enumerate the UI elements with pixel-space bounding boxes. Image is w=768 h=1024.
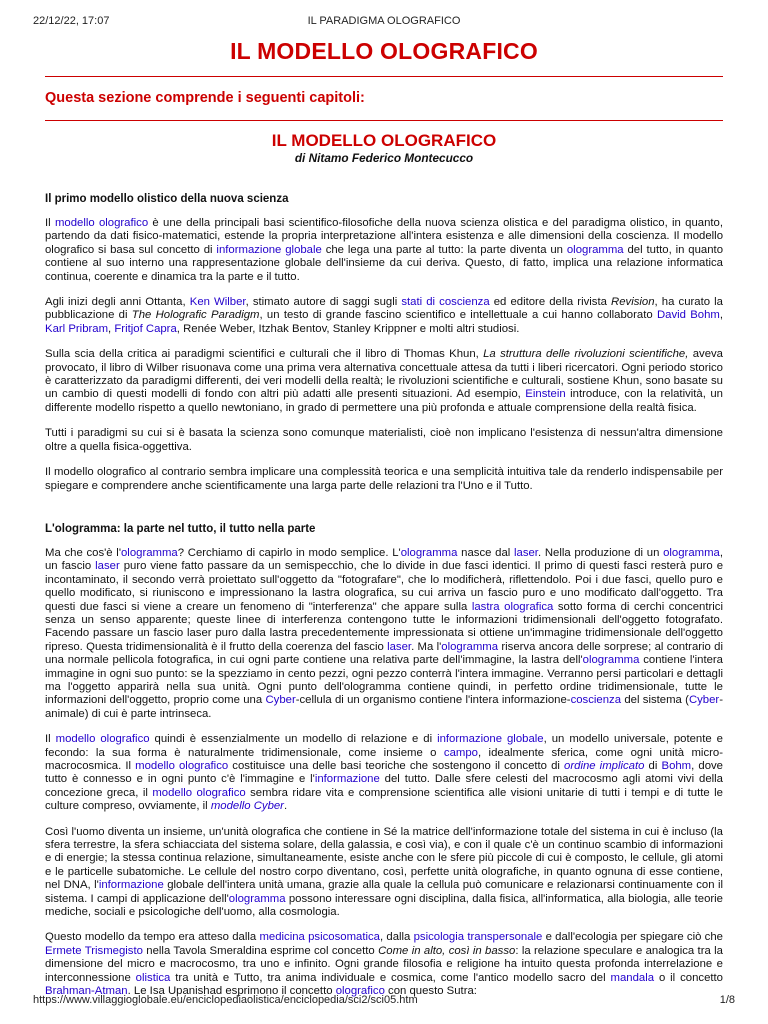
link-brahman-atman[interactable]: Brahman-Atman: [45, 985, 128, 998]
link-karl-pribram[interactable]: Karl Pribram: [45, 322, 109, 335]
divider: [45, 120, 723, 121]
link-ologramma[interactable]: ologramma: [566, 243, 624, 256]
link-olografico[interactable]: olografico: [335, 985, 385, 998]
print-date: 22/12/22, 17:07: [33, 15, 110, 27]
link-fritjof-capra[interactable]: Fritjof Capra: [114, 322, 177, 335]
link-cyber[interactable]: Cyber: [265, 694, 296, 707]
link-medicina-psicosomatica[interactable]: medicina psicosomatica: [259, 931, 380, 944]
paragraph: Il modello olografico quindi è essenzialmente un modello di relazione e di informazione globale, un modello universale, potente e fecondo: la sua forma è naturalmente tridimensionale, come insieme o campo, idealmente sferica, come ogni unità micro-macrocosmica. Il modello olografico costituisce una delle basi teoriche che sostengono il concetto di ordine implicato di Bohm, dove tutto è connesso e in ogni punto c'è l'immagine e l'informazione del tutto. Dalle sfere celesti del macrocosmo agli atomi vivi della concezione greca, il modello olografico sembra ridare vita e comprensione scientifica alle visioni unitarie di tutti i tempi e di tutte le culture compreso, ovviamente, il modello Cyber.: [45, 733, 723, 813]
link-ologramma[interactable]: ologramma: [663, 546, 720, 559]
link-ordine-implicato[interactable]: ordine implicato: [564, 760, 645, 772]
print-header: [33, 15, 735, 29]
link-informazione[interactable]: informazione: [98, 879, 164, 892]
link-ologramma[interactable]: ologramma: [441, 640, 499, 653]
paragraph: Tutti i paradigmi su cui si è basata la scienza sono comunque materialisti, cioè non implicano l'esistenza di nessun'altra dimensione oltre a quella fisica-oggettiva.: [45, 427, 723, 453]
link-modello-olografico[interactable]: modello olografico: [55, 733, 150, 746]
link-lastra-olografica[interactable]: lastra olografica: [471, 600, 554, 613]
author-byline: di Nitamo Federico Montecucco: [294, 151, 474, 165]
paragraph: Agli inizi degli anni Ottanta, Ken Wilber, stimato autore di saggi sugli stati di coscienza ed editore della rivista Revision, ha curato la pubblicazione di The Holografic Paradigm, un testo di grande fascino scientifico e intellettuale a cui hanno collaborato David Bohm, Karl Pribram, Fritjof Capra, Renée Weber, Itzhak Bentov, Stanley Krippner e molti altri studiosi.: [45, 296, 724, 335]
paragraph: Sulla scia della critica ai paradigmi scientifici e culturali che il libro di Thomas Khun, La struttura delle rivoluzioni scientifiche, aveva provocato, il libro di Wilber risuonava come una prima vera alternativa concettuale attesa da tutti i liberi ricercatori. Ogni periodo storico è caratterizzato da paradigmi differenti, dei veri modelli della realtà; le rivoluzioni scientifiche e culturali, sostiene Khun, sono basate su un cambio di questi modelli di fondo con altri più adatti alle presenti situazioni. Ad esempio, Einstein introduce, con la relatività, un differente modello rispetto a quello newtoniano, in grado di permettere una più profonda e attuale comprensione della realtà fisica.: [45, 348, 723, 414]
link-ermete-trismegisto[interactable]: Ermete Trismegisto: [45, 944, 143, 957]
link-coscienza[interactable]: coscienza: [570, 694, 622, 707]
paragraph: Ma che cos'è l'ologramma? Cerchiamo di capirlo in modo semplice. L'ologramma nasce dal laser. Nella produzione di un ologramma, un fascio laser puro viene fatto passare da un semispecchio, che lo divide in due fasci identici. Il primo di questi fasci resterà puro e incontaminato, il secondo verrà proiettato sull'oggetto da "fotografare", che lo modificherà, riflettendolo. Poi i due fasci, quello puro e quello modificato, si riuniscono e impressionano la lastra olografica, su cui arriva un fascio puro e uno modificato dall'oggetto. Tra questi due fasci si viene a creare un fenomeno di "interferenza" che appare sulla lastra olografica sotto forma di cerchi concentrici senza un senso apparente; queste linee di interferenza contengono tutte le informazioni tridimensionali dell'oggetto fotografato. Facendo passare un fascio laser puro dalla lastra precedentemente impressionata si ottiene un'immagine tridimensionale dell'oggetto ripreso. Questa tridimensionalità è il frutto della coerenza del fascio laser. Ma l'ologramma riserva ancora delle sorprese; al contrario di una normale pellicola fotografica, in cui ogni parte contiene una relativa parte dell'immagine, la lastra dell'ologramma contiene l'intera immagine in ogni suo punto: se la spezziamo in cento pezzi, ogni pezzo conterrà l'intera immagine. Verranno persi particolari e dettagli ma l'oggetto apparirà nella sua unità. Ogni punto dell'ologramma contiene quindi, in perfetto ordine tridimensionale, tutte le informazioni dell'oggetto, proprio come una Cyber-cellula di un organismo contiene l'intera informazione-coscienza del sistema (Cyber-animale) di cui è parte intrinseca.: [45, 546, 724, 720]
link-laser[interactable]: laser: [387, 640, 412, 653]
link-modello-olografico[interactable]: modello olografico: [152, 786, 246, 799]
link-ologramma[interactable]: ologramma: [582, 654, 640, 667]
link-bohm[interactable]: Bohm: [661, 760, 692, 772]
link-ologramma[interactable]: ologramma: [121, 546, 178, 559]
section-intro: Questa sezione comprende i seguenti capitoli:: [45, 90, 365, 106]
link-campo[interactable]: campo: [443, 746, 478, 759]
chapter-title: IL MODELLO OLOGRAFICO: [271, 131, 497, 150]
paragraph: Questo modello da tempo era atteso dalla medicina psicosomatica, dalla psicologia transpersonale e dall'ecologia per spiegare ciò che Ermete Trismegisto nella Tavola Smeraldina esprime col concetto Come in alto, così in basso: la relazione speculare e analogica tra la dimensione del micro e macrocosmo, tra uno e infinito. Ogni grande filosofia e religione ha intuito questa profonda interrelazione e interconnessione olistica tra unità e Tutto, tra anima individuale e cosmica, come l'antico modello sacro del mandala o il concetto Brahman-Atman. Le Isa Upanishad esprimono il concetto olografico con questo Sutra:: [45, 931, 723, 998]
link-modello-olografico[interactable]: modello olografico: [54, 217, 149, 229]
paragraph: Il modello olografico al contrario sembra implicare una complessità teorica e una semplicità intuitiva tale da renderlo indispensabile per spiegare e comprendere anche scientificamente una larga parte delle relazioni tra l'Uno e il Tutto.: [45, 466, 723, 492]
link-ologramma[interactable]: ologramma: [400, 546, 458, 559]
link-olistica[interactable]: olistica: [135, 971, 171, 984]
paragraph: Così l'uomo diventa un insieme, un'unità olografica che contiene in Sé la matrice dell'informazione totale del sistema in cui è incluso (la sfera terrestre, la sfera schiacciata del sistema solare, della galassia, e così via), e con il quale c'è un continuo scambio di informazioni e di energie; la stessa continua relazione, simultaneamente, esiste anche con le sfere più piccole di cui è composto, le cellule, gli atomi e le particelle subatomiche. Le cellule del nostro corpo diventano, così, perfette unità olografiche, in quanto ognuna di esse contiene, nel DNA, l'informazione globale dell'intera unità umana, grazie alla quale la cellula può comunicare e relazionarsi continuamente con il sistema. I campi di applicazione dell'ologramma possono interessare ogni disciplina, dalla fisica, all'informatica, alla biologia, alle teorie mediche, sociali e psicologiche dell'uomo, alla cosmologia.: [45, 825, 723, 919]
link-david-bohm[interactable]: David Bohm: [656, 309, 720, 322]
link-einstein[interactable]: Einstein: [525, 388, 566, 401]
link-informazione-globale[interactable]: informazione globale: [437, 733, 544, 746]
print-footer: [33, 994, 735, 1008]
link-informazione-globale[interactable]: informazione globale: [216, 243, 322, 256]
print-url: https://www.villaggioglobale.eu/enciclopediaolistica/enciclopedia/sci2/sci05.htm: [33, 994, 418, 1006]
link-modello-cyber[interactable]: modello Cyber: [210, 800, 284, 813]
link-cyber[interactable]: Cyber: [688, 694, 720, 707]
section-heading: L'ologramma: la parte nel tutto, il tutto nella parte: [45, 522, 316, 535]
divider: [45, 76, 723, 77]
link-stati-di-coscienza[interactable]: stati di coscienza: [401, 296, 490, 309]
link-psicologia-transpersonale[interactable]: psicologia transpersonale: [413, 931, 543, 944]
print-page-title: IL PARADIGMA OLOGRAFICO: [307, 15, 461, 27]
document-content: [45, 38, 723, 999]
link-laser[interactable]: laser: [95, 560, 120, 573]
link-mandala[interactable]: mandala: [610, 971, 655, 984]
link-modello-olografico[interactable]: modello olografico: [135, 760, 229, 772]
page-title: IL MODELLO OLOGRAFICO: [230, 38, 538, 64]
section-heading: Il primo modello olistico della nuova scienza: [45, 193, 289, 205]
link-ken-wilber[interactable]: Ken Wilber: [189, 296, 246, 309]
link-ologramma[interactable]: ologramma: [228, 892, 286, 905]
link-laser[interactable]: laser: [514, 546, 538, 559]
page-number: 1/8: [719, 994, 735, 1006]
link-informazione[interactable]: informazione: [314, 773, 380, 786]
paragraph: Il modello olografico è une della principali basi scientifico-filosofiche della nuova scienza olistica e del paradigma olistico, in quanto, partendo da dati fisico-matematici, estende la propria interpretazione all'intera esistenza e alle dimensioni della coscienza. Il modello olografico si basa sul concetto di informazione globale che lega una parte al tutto: la parte diventa un ologramma del tutto, in quanto contiene al suo interno una rappresentazione globale dell'insieme da cui deriva. Questo, di fatto, implica una relazione informatica continua, coerente e dinamica tra la parte e il tutto.: [45, 217, 723, 283]
